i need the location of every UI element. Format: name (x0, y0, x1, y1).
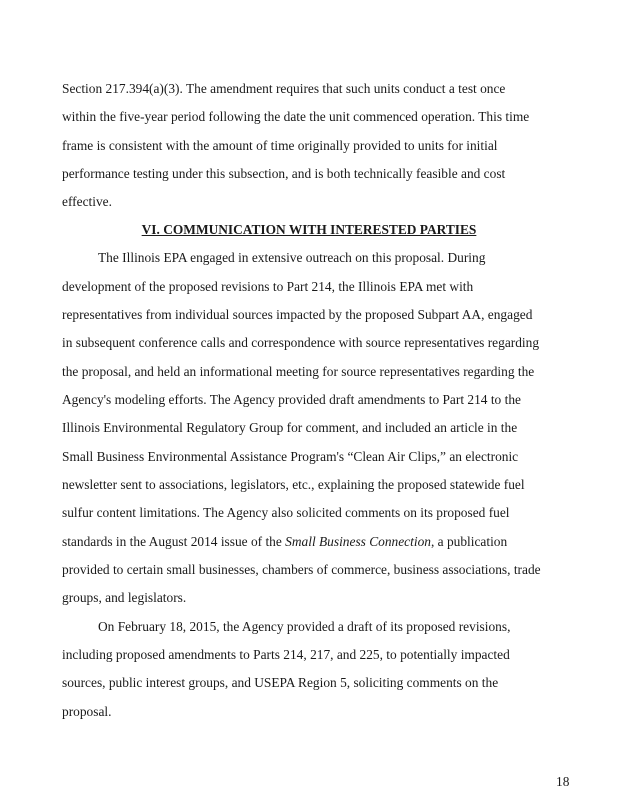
text-line: performance testing under this subsection, and is both technically feasible and cost (62, 166, 506, 181)
text-line: Illinois Environmental Regulatory Group for comment, and included an article in the (62, 420, 518, 435)
publication-title: Small Business Connection (285, 534, 431, 549)
text-line (62, 534, 507, 550)
text-line: groups, and legislators. (62, 590, 187, 605)
text-span: standards in the August 2014 issue of the (62, 534, 286, 549)
text-line: effective. (62, 194, 112, 209)
text-line: The Illinois EPA engaged in extensive outreach on this proposal. During (98, 250, 486, 265)
text-line: provided to certain small businesses, chambers of commerce, business associations, trade (62, 562, 541, 577)
section-heading: VI. COMMUNICATION WITH INTERESTED PARTIES (141, 222, 477, 237)
text-line: in subsequent conference calls and correspondence with source representatives regarding (62, 335, 540, 350)
text-line: Section 217.394(a)(3). The amendment requires that such units conduct a test once (62, 81, 506, 96)
text-line: within the five-year period following the date the unit commenced operation. This time (62, 109, 530, 124)
text-line: sources, public interest groups, and USEPA Region 5, soliciting comments on the (62, 675, 499, 690)
text-span: , a publication (430, 534, 508, 549)
page-number: 18 (556, 774, 570, 789)
text-line: On February 18, 2015, the Agency provided a draft of its proposed revisions, (98, 619, 511, 634)
text-line: including proposed amendments to Parts 214, 217, and 225, to potentially impacted (62, 647, 510, 662)
text-line: the proposal, and held an informational meeting for source representatives regarding the (62, 364, 535, 379)
text-line: Small Business Environmental Assistance Program's “Clean Air Clips,” an electronic (62, 449, 519, 464)
text-line: newsletter sent to associations, legislators, etc., explaining the proposed statewide fuel (62, 477, 525, 492)
text-line: sulfur content limitations. The Agency also solicited comments on its proposed fuel (62, 505, 510, 520)
text-line: frame is consistent with the amount of time originally provided to units for initial (62, 138, 498, 153)
text-line: development of the proposed revisions to Part 214, the Illinois EPA met with (62, 279, 474, 294)
text-line: representatives from individual sources impacted by the proposed Subpart AA, engaged (62, 307, 533, 322)
text-line: Agency's modeling efforts. The Agency provided draft amendments to Part 214 to the (62, 392, 521, 407)
text-line: proposal. (62, 704, 112, 719)
